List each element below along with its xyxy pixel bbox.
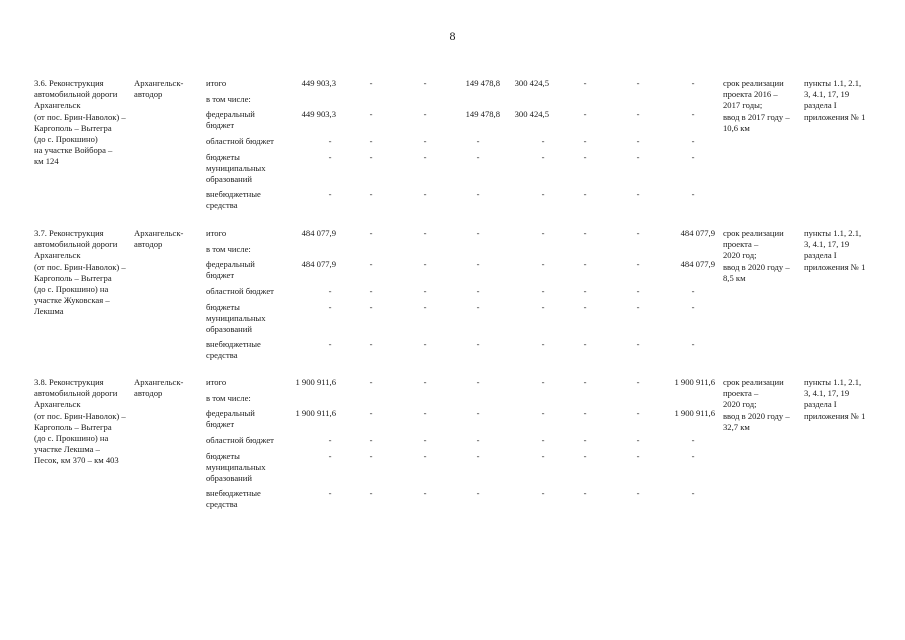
funding-value: - xyxy=(541,152,545,162)
funding-value: - xyxy=(423,408,427,418)
funding-value: - xyxy=(476,302,480,312)
funding-value: - xyxy=(476,435,480,445)
funding-value: 1 900 911,6 xyxy=(295,377,336,387)
funding-value: 484 077,9 xyxy=(301,259,336,269)
funding-value: - xyxy=(691,435,695,445)
funding-value: - xyxy=(369,339,373,349)
reference: пункты 1.1, 2.1, 3, 4.1, 17, 19 раздела I приложения № 1 xyxy=(804,377,866,421)
funding-value: - xyxy=(541,408,545,418)
funding-value: - xyxy=(691,152,695,162)
funding-value: - xyxy=(636,78,640,88)
funding-value: - xyxy=(541,451,545,461)
funding-value: - xyxy=(369,408,373,418)
funding-value: - xyxy=(636,339,640,349)
funding-source-label: областной бюджет xyxy=(206,435,274,445)
funding-value: - xyxy=(636,377,640,387)
implementation-term: срок реализации проекта – 2020 год; ввод в 2020 году – 32,7 км xyxy=(723,377,790,432)
funding-value: 300 424,5 xyxy=(514,78,549,88)
funding-value: - xyxy=(423,109,427,119)
project-name: 3.6. Реконструкция автомобильной дороги Архангельск (от пос. Брин-Наволок) – Каргополь – Вытегра (до с. Прокшино) на участке Войбора – км 124 xyxy=(34,78,126,167)
funding-value: - xyxy=(636,302,640,312)
funding-value: - xyxy=(328,339,332,349)
funding-value: - xyxy=(369,451,373,461)
funding-value: - xyxy=(691,451,695,461)
funding-source-label: внебюджетные средства xyxy=(206,488,261,510)
funding-value: - xyxy=(583,408,587,418)
funding-value: - xyxy=(583,259,587,269)
funding-value: - xyxy=(369,435,373,445)
funding-value: - xyxy=(423,152,427,162)
funding-value: - xyxy=(541,377,545,387)
funding-value: - xyxy=(691,136,695,146)
funding-source-label: в том числе: xyxy=(206,393,251,403)
funding-value: - xyxy=(583,189,587,199)
funding-value: - xyxy=(476,377,480,387)
project-name: 3.8. Реконструкция автомобильной дороги Архангельск (от пос. Брин-Наволок) – Каргополь – Вытегра (до с. Прокшино) на участке Лекшма – Песок, км 370 – км 403 xyxy=(34,377,126,466)
funding-value: - xyxy=(541,339,545,349)
funding-value: - xyxy=(423,488,427,498)
funding-value: 149 478,8 xyxy=(465,109,500,119)
funding-value: - xyxy=(476,339,480,349)
funding-value: - xyxy=(476,136,480,146)
funding-value: - xyxy=(636,189,640,199)
table-row xyxy=(0,228,905,373)
funding-source-label: областной бюджет xyxy=(206,136,274,146)
funding-value: - xyxy=(369,259,373,269)
funding-value: - xyxy=(476,259,480,269)
executor: Архангельск- автодор xyxy=(134,78,184,100)
funding-source-label: бюджеты муниципальных образований xyxy=(206,451,266,484)
funding-value: - xyxy=(583,286,587,296)
funding-value: - xyxy=(476,189,480,199)
funding-value: - xyxy=(636,488,640,498)
funding-value: - xyxy=(369,302,373,312)
funding-value: - xyxy=(691,78,695,88)
reference: пункты 1.1, 2.1, 3, 4.1, 17, 19 раздела I приложения № 1 xyxy=(804,78,866,122)
funding-source-label: федеральный бюджет xyxy=(206,259,255,281)
funding-value: - xyxy=(328,302,332,312)
funding-value: - xyxy=(541,228,545,238)
funding-value: - xyxy=(369,488,373,498)
funding-value: - xyxy=(541,286,545,296)
funding-source-label: бюджеты муниципальных образований xyxy=(206,302,266,335)
funding-value: 149 478,8 xyxy=(465,78,500,88)
funding-value: - xyxy=(423,136,427,146)
funding-value: - xyxy=(328,286,332,296)
funding-value: - xyxy=(541,136,545,146)
funding-source-label: итого xyxy=(206,228,227,238)
funding-value: - xyxy=(369,152,373,162)
executor: Архангельск- автодор xyxy=(134,228,184,250)
funding-value: - xyxy=(369,78,373,88)
page-number: 8 xyxy=(449,29,456,43)
funding-value: - xyxy=(541,488,545,498)
funding-value: - xyxy=(423,451,427,461)
funding-value: - xyxy=(691,302,695,312)
funding-value: 449 903,3 xyxy=(301,109,336,119)
funding-value: - xyxy=(476,152,480,162)
funding-value: 1 900 911,6 xyxy=(295,408,336,418)
funding-value: - xyxy=(476,286,480,296)
funding-value: - xyxy=(583,228,587,238)
funding-value: - xyxy=(541,302,545,312)
funding-value: - xyxy=(423,259,427,269)
funding-value: 484 077,9 xyxy=(680,228,715,238)
funding-value: - xyxy=(583,377,587,387)
funding-value: - xyxy=(328,136,332,146)
funding-value: - xyxy=(476,488,480,498)
funding-value: - xyxy=(583,435,587,445)
funding-value: - xyxy=(541,189,545,199)
implementation-term: срок реализации проекта – 2020 год; ввод в 2020 году – 8,5 км xyxy=(723,228,790,283)
funding-value: - xyxy=(541,435,545,445)
funding-value: - xyxy=(423,339,427,349)
executor: Архангельск- автодор xyxy=(134,377,184,399)
funding-value: - xyxy=(691,109,695,119)
implementation-term: срок реализации проекта 2016 – 2017 годы; ввод в 2017 году – 10,6 км xyxy=(723,78,790,133)
funding-value: - xyxy=(583,152,587,162)
funding-value: - xyxy=(636,136,640,146)
funding-source-label: внебюджетные средства xyxy=(206,339,261,361)
funding-value: - xyxy=(369,109,373,119)
funding-value: - xyxy=(691,189,695,199)
funding-value: 300 424,5 xyxy=(514,109,549,119)
funding-value: 484 077,9 xyxy=(301,228,336,238)
funding-source-label: итого xyxy=(206,78,227,88)
funding-value: - xyxy=(636,286,640,296)
funding-value: 1 900 911,6 xyxy=(674,377,715,387)
funding-source-label: внебюджетные средства xyxy=(206,189,261,211)
funding-value: - xyxy=(328,488,332,498)
funding-value: - xyxy=(476,228,480,238)
funding-value: - xyxy=(369,286,373,296)
funding-source-label: в том числе: xyxy=(206,94,251,104)
funding-value: - xyxy=(328,451,332,461)
funding-value: - xyxy=(423,189,427,199)
funding-value: 449 903,3 xyxy=(301,78,336,88)
funding-value: - xyxy=(423,377,427,387)
funding-value: - xyxy=(423,78,427,88)
funding-value: - xyxy=(541,259,545,269)
funding-source-label: в том числе: xyxy=(206,244,251,254)
funding-source-label: бюджеты муниципальных образований xyxy=(206,152,266,185)
reference: пункты 1.1, 2.1, 3, 4.1, 17, 19 раздела I приложения № 1 xyxy=(804,228,866,272)
funding-value: - xyxy=(636,408,640,418)
funding-value: - xyxy=(636,228,640,238)
funding-value: - xyxy=(369,189,373,199)
funding-value: 484 077,9 xyxy=(680,259,715,269)
funding-value: - xyxy=(636,259,640,269)
funding-value: - xyxy=(636,435,640,445)
funding-value: - xyxy=(328,189,332,199)
funding-value: - xyxy=(328,152,332,162)
funding-value: - xyxy=(328,435,332,445)
funding-value: - xyxy=(369,228,373,238)
funding-value: - xyxy=(636,451,640,461)
funding-source-label: федеральный бюджет xyxy=(206,408,255,430)
funding-source-label: федеральный бюджет xyxy=(206,109,255,131)
funding-value: - xyxy=(691,488,695,498)
funding-value: - xyxy=(583,109,587,119)
table-row xyxy=(0,377,905,522)
funding-value: - xyxy=(476,451,480,461)
project-name: 3.7. Реконструкция автомобильной дороги Архангельск (от пос. Брин-Наволок) – Каргополь – Вытегра (до с. Прокшино) на участке Жуковская – Лекшма xyxy=(34,228,126,317)
funding-value: - xyxy=(583,302,587,312)
funding-value: - xyxy=(691,339,695,349)
funding-value: - xyxy=(369,136,373,146)
funding-source-label: областной бюджет xyxy=(206,286,274,296)
funding-value: - xyxy=(583,339,587,349)
funding-value: - xyxy=(423,435,427,445)
funding-value: - xyxy=(476,408,480,418)
funding-value: - xyxy=(369,377,373,387)
funding-value: - xyxy=(691,286,695,296)
funding-value: - xyxy=(583,136,587,146)
funding-value: 1 900 911,6 xyxy=(674,408,715,418)
funding-value: - xyxy=(423,302,427,312)
funding-value: - xyxy=(583,451,587,461)
funding-value: - xyxy=(583,78,587,88)
funding-value: - xyxy=(636,152,640,162)
funding-source-label: итого xyxy=(206,377,227,387)
table-row xyxy=(0,78,905,223)
funding-value: - xyxy=(423,286,427,296)
funding-value: - xyxy=(636,109,640,119)
funding-value: - xyxy=(423,228,427,238)
funding-value: - xyxy=(583,488,587,498)
